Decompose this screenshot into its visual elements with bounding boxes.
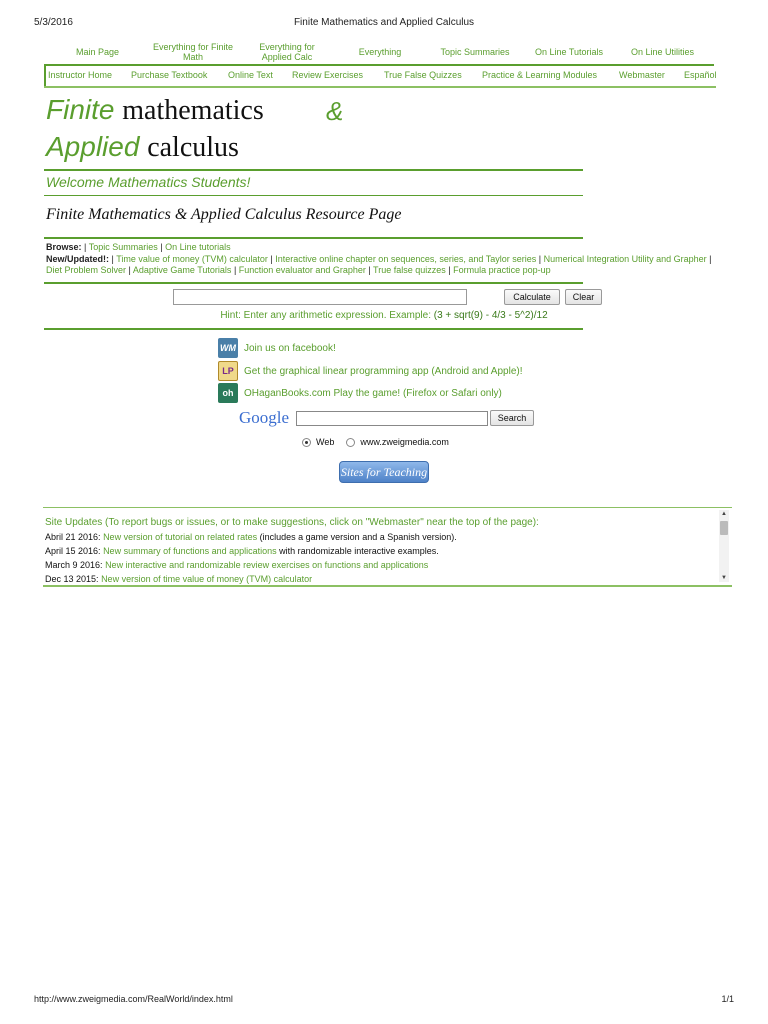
google-logo (239, 408, 289, 428)
nav-main-page[interactable]: Main Page (75, 47, 120, 57)
link-topic-summaries[interactable]: Topic Summaries (88, 242, 158, 252)
promo-lp-app[interactable] (218, 361, 523, 381)
radio-web-label: Web (316, 437, 335, 447)
update-rest: with randomizable interactive examples. (276, 546, 439, 556)
nav-review-exercises[interactable]: Review Exercises (292, 70, 364, 80)
update-item (45, 532, 457, 542)
update-rest: (includes a game version and a Spanish version). (257, 532, 457, 542)
calculator-divider (44, 328, 583, 330)
nav-online-tutorials[interactable]: On Line Tutorials (534, 47, 604, 57)
update-date: Abril 21 2016: (45, 532, 101, 542)
ohaganbooks-logo-icon: oh (218, 383, 238, 403)
linear-programming-app-icon: LP (218, 361, 238, 381)
scroll-thumb[interactable] (720, 521, 728, 535)
zweigmedia-logo-icon: WM (218, 338, 238, 358)
primary-nav-divider (44, 64, 714, 66)
update-link[interactable]: New summary of functions and applications (103, 546, 277, 556)
print-page-number: 1/1 (721, 994, 734, 1004)
radio-web[interactable] (302, 438, 311, 447)
google-search-input[interactable] (296, 411, 488, 426)
hint-text: Hint: Enter any arithmetic expression. Example: (220, 310, 431, 321)
resource-page-title: Finite Mathematics & Applied Calculus Resource Page (46, 206, 402, 223)
update-date: April 15 2016: (45, 546, 101, 556)
calculator-input[interactable] (173, 289, 467, 305)
update-date: Dec 13 2015: (45, 574, 99, 584)
print-date: 5/3/2016 (34, 17, 73, 28)
nav-topic-summaries[interactable]: Topic Summaries (440, 47, 510, 57)
welcome-message: Welcome Mathematics Students! (46, 174, 251, 190)
nav-true-false-quizzes[interactable]: True False Quizzes (384, 70, 462, 80)
google-search-button[interactable]: Search (490, 410, 534, 426)
print-url: http://www.zweigmedia.com/RealWorld/index.html (34, 994, 233, 1004)
heading-divider (44, 169, 583, 171)
nav-everything-applied-calc[interactable]: Everything for Applied Calc (259, 42, 315, 62)
nav-practice-learning-modules[interactable]: Practice & Learning Modules (482, 70, 598, 80)
link-function-evaluator[interactable]: Function evaluator and Grapher (238, 265, 366, 275)
google-logo-text: Google (239, 408, 290, 427)
scroll-up-arrow-icon[interactable]: ▲ (721, 511, 727, 517)
promo-ohaganbooks-text[interactable]: OHaganBooks.com Play the game! (Firefox or Safari only) (244, 387, 502, 399)
primary-nav (55, 40, 720, 64)
nav-purchase-textbook[interactable]: Purchase Textbook (131, 70, 208, 80)
nav-webmaster[interactable]: Webmaster (619, 70, 665, 80)
promo-facebook[interactable] (218, 338, 336, 358)
calculate-button[interactable]: Calculate (504, 289, 560, 305)
heading-finite: Finite (46, 94, 115, 125)
link-adaptive-game-tutorials[interactable]: Adaptive Game Tutorials (132, 265, 232, 275)
secondary-nav-marker (44, 66, 46, 86)
nav-everything[interactable]: Everything (358, 47, 402, 57)
print-title: Finite Mathematics and Applied Calculus (293, 17, 475, 28)
print-header (0, 17, 768, 31)
update-item (45, 574, 312, 584)
site-heading-line1 (46, 94, 264, 127)
browse-label: Browse: (46, 242, 82, 252)
heading-calculus: calculus (147, 132, 239, 163)
new-updated-label: New/Updated!: (46, 253, 109, 264)
heading-applied: Applied (46, 131, 140, 162)
update-item (45, 560, 428, 570)
nav-espanol[interactable]: Español (684, 70, 717, 80)
update-link[interactable]: New version of time value of money (TVM) calculator (101, 574, 313, 584)
updates-scrollbar[interactable] (719, 510, 729, 582)
browse-links: Browse: | Topic Summaries | On Line tutorials New/Updated!: | Time value of money (TVM) calculator | Interactive online chapter on sequences, series, and Taylor series | Numerical Integration Utility and Grapher | Diet Problem Solver | Adaptive Game Tutorials | Function evaluator and Grapher | True false quizzes | Formula practice pop-up (46, 242, 712, 275)
browse-divider (44, 282, 583, 284)
update-link[interactable]: New version of tutorial on related rates (103, 532, 258, 542)
update-item (45, 546, 439, 556)
promo-lp-app-text[interactable]: Get the graphical linear programming app (Android and Apple)! (244, 365, 523, 377)
secondary-nav (48, 70, 720, 82)
heading-ampersand: & (326, 96, 344, 126)
link-sequences-series-chapter[interactable]: Interactive online chapter on sequences, series, and Taylor series (275, 253, 537, 264)
secondary-nav-divider (44, 86, 716, 88)
welcome-divider (44, 195, 583, 196)
promo-ohaganbooks[interactable] (218, 383, 502, 403)
clear-button[interactable]: Clear (565, 289, 602, 305)
promo-facebook-text[interactable]: Join us on facebook! (244, 342, 336, 354)
site-heading-line2 (46, 131, 239, 164)
link-diet-problem-solver[interactable]: Diet Problem Solver (46, 265, 127, 275)
nav-instructor-home[interactable]: Instructor Home (48, 70, 113, 80)
nav-online-utilities[interactable]: On Line Utilities (630, 47, 695, 57)
calculator-hint (0, 310, 768, 321)
nav-online-text[interactable]: Online Text (228, 70, 273, 80)
update-link[interactable]: New interactive and randomizable review exercises on functions and applications (105, 560, 429, 570)
link-formula-practice[interactable]: Formula practice pop-up (453, 265, 551, 275)
hint-expression: (3 + sqrt(9) - 4/3 - 5^2)/12 (433, 310, 548, 321)
link-numerical-integration[interactable]: Numerical Integration Utility and Grapher (543, 253, 707, 264)
search-scope-options (302, 437, 449, 447)
radio-site[interactable] (346, 438, 355, 447)
link-true-false-quizzes[interactable]: True false quizzes (373, 265, 446, 275)
link-online-tutorials[interactable]: On Line tutorials (165, 242, 231, 252)
heading-mathematics: mathematics (122, 95, 264, 126)
radio-site-label: www.zweigmedia.com (360, 437, 449, 447)
site-updates-panel[interactable] (43, 507, 732, 587)
link-tvm-calculator[interactable]: Time value of money (TVM) calculator (116, 253, 268, 264)
scroll-down-arrow-icon[interactable]: ▼ (721, 575, 727, 581)
nav-everything-finite-math[interactable]: Everything for Finite Math (152, 42, 234, 62)
updates-header: Site Updates (To report bugs or issues, or to make suggestions, click on "Webmaster" near the top of the page): (45, 517, 539, 528)
resource-divider (44, 237, 583, 239)
sites-for-teaching-badge[interactable]: Sites for Teaching (339, 461, 429, 483)
update-date: March 9 2016: (45, 560, 103, 570)
